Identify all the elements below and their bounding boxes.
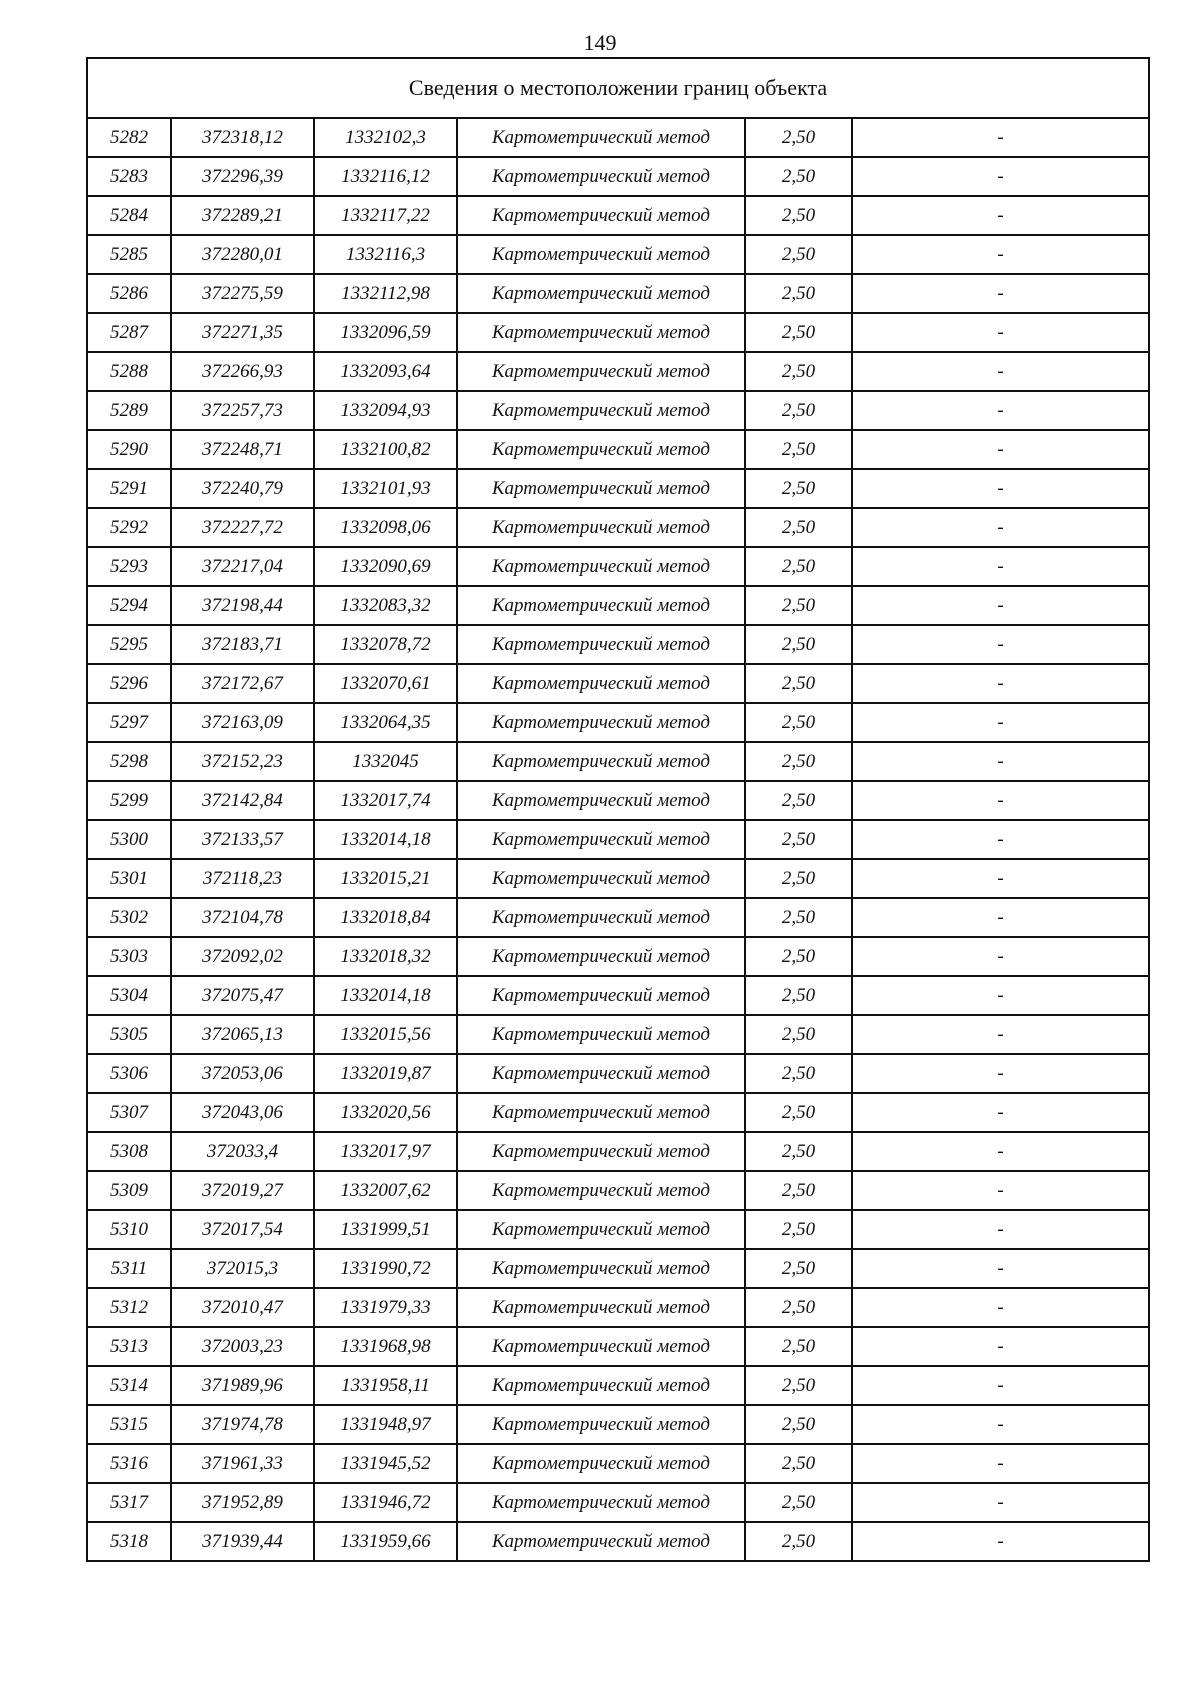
x-coordinate-cell: 371939,44	[171, 1522, 314, 1561]
description-cell: -	[852, 586, 1149, 625]
method-cell: Картометрический метод	[457, 586, 745, 625]
table-row	[87, 937, 1149, 976]
accuracy-cell: 2,50	[745, 1522, 852, 1561]
method-cell: Картометрический метод	[457, 157, 745, 196]
table-row	[87, 352, 1149, 391]
method-cell: Картометрический метод	[457, 1093, 745, 1132]
accuracy-cell: 2,50	[745, 976, 852, 1015]
table-row	[87, 1210, 1149, 1249]
accuracy-cell: 2,50	[745, 157, 852, 196]
point-number-cell: 5302	[87, 898, 171, 937]
accuracy-cell: 2,50	[745, 274, 852, 313]
x-coordinate-cell: 372280,01	[171, 235, 314, 274]
page-number: 149	[583, 30, 617, 55]
description-cell: -	[852, 118, 1149, 157]
method-cell: Картометрический метод	[457, 1249, 745, 1288]
method-cell: Картометрический метод	[457, 1483, 745, 1522]
point-number-cell: 5303	[87, 937, 171, 976]
x-coordinate-cell: 372172,67	[171, 664, 314, 703]
table-row	[87, 508, 1149, 547]
description-cell: -	[852, 391, 1149, 430]
method-cell: Картометрический метод	[457, 469, 745, 508]
y-coordinate-cell: 1332093,64	[314, 352, 457, 391]
table-row	[87, 742, 1149, 781]
method-cell: Картометрический метод	[457, 1210, 745, 1249]
table-row	[87, 430, 1149, 469]
method-cell: Картометрический метод	[457, 859, 745, 898]
x-coordinate-cell: 372266,93	[171, 352, 314, 391]
x-coordinate-cell: 372198,44	[171, 586, 314, 625]
description-cell: -	[852, 820, 1149, 859]
y-coordinate-cell: 1332094,93	[314, 391, 457, 430]
table-row	[87, 118, 1149, 157]
y-coordinate-cell: 1331999,51	[314, 1210, 457, 1249]
y-coordinate-cell: 1331958,11	[314, 1366, 457, 1405]
x-coordinate-cell: 372003,23	[171, 1327, 314, 1366]
y-coordinate-cell: 1332015,21	[314, 859, 457, 898]
table-row	[87, 1522, 1149, 1561]
accuracy-cell: 2,50	[745, 1483, 852, 1522]
point-number-cell: 5298	[87, 742, 171, 781]
method-cell: Картометрический метод	[457, 937, 745, 976]
description-cell: -	[852, 508, 1149, 547]
table-row	[87, 1444, 1149, 1483]
method-cell: Картометрический метод	[457, 1054, 745, 1093]
accuracy-cell: 2,50	[745, 313, 852, 352]
accuracy-cell: 2,50	[745, 1210, 852, 1249]
y-coordinate-cell: 1332018,84	[314, 898, 457, 937]
y-coordinate-cell: 1331948,97	[314, 1405, 457, 1444]
description-cell: -	[852, 703, 1149, 742]
x-coordinate-cell: 372065,13	[171, 1015, 314, 1054]
point-number-cell: 5317	[87, 1483, 171, 1522]
description-cell: -	[852, 937, 1149, 976]
accuracy-cell: 2,50	[745, 898, 852, 937]
description-cell: -	[852, 1210, 1149, 1249]
point-number-cell: 5297	[87, 703, 171, 742]
x-coordinate-cell: 372152,23	[171, 742, 314, 781]
method-cell: Картометрический метод	[457, 898, 745, 937]
x-coordinate-cell: 372257,73	[171, 391, 314, 430]
description-cell: -	[852, 1132, 1149, 1171]
description-cell: -	[852, 313, 1149, 352]
accuracy-cell: 2,50	[745, 235, 852, 274]
table-row	[87, 547, 1149, 586]
method-cell: Картометрический метод	[457, 820, 745, 859]
x-coordinate-cell: 372043,06	[171, 1093, 314, 1132]
y-coordinate-cell: 1331959,66	[314, 1522, 457, 1561]
x-coordinate-cell: 371989,96	[171, 1366, 314, 1405]
accuracy-cell: 2,50	[745, 859, 852, 898]
point-number-cell: 5301	[87, 859, 171, 898]
description-cell: -	[852, 274, 1149, 313]
point-number-cell: 5316	[87, 1444, 171, 1483]
point-number-cell: 5291	[87, 469, 171, 508]
point-number-cell: 5285	[87, 235, 171, 274]
table-row	[87, 157, 1149, 196]
description-cell: -	[852, 1015, 1149, 1054]
accuracy-cell: 2,50	[745, 742, 852, 781]
description-cell: -	[852, 1483, 1149, 1522]
point-number-cell: 5299	[87, 781, 171, 820]
y-coordinate-cell: 1331968,98	[314, 1327, 457, 1366]
table-title: Сведения о местоположении границ объекта	[87, 58, 1149, 118]
x-coordinate-cell: 372271,35	[171, 313, 314, 352]
method-cell: Картометрический метод	[457, 391, 745, 430]
point-number-cell: 5294	[87, 586, 171, 625]
description-cell: -	[852, 352, 1149, 391]
accuracy-cell: 2,50	[745, 703, 852, 742]
table-row	[87, 1249, 1149, 1288]
method-cell: Картометрический метод	[457, 430, 745, 469]
table-title-row	[87, 58, 1149, 118]
accuracy-cell: 2,50	[745, 1366, 852, 1405]
table-row	[87, 1405, 1149, 1444]
method-cell: Картометрический метод	[457, 1522, 745, 1561]
x-coordinate-cell: 372033,4	[171, 1132, 314, 1171]
description-cell: -	[852, 1366, 1149, 1405]
description-cell: -	[852, 196, 1149, 235]
accuracy-cell: 2,50	[745, 1015, 852, 1054]
x-coordinate-cell: 372163,09	[171, 703, 314, 742]
x-coordinate-cell: 372015,3	[171, 1249, 314, 1288]
point-number-cell: 5288	[87, 352, 171, 391]
point-number-cell: 5287	[87, 313, 171, 352]
y-coordinate-cell: 1332117,22	[314, 196, 457, 235]
table-row	[87, 391, 1149, 430]
x-coordinate-cell: 372318,12	[171, 118, 314, 157]
y-coordinate-cell: 1332064,35	[314, 703, 457, 742]
accuracy-cell: 2,50	[745, 1405, 852, 1444]
y-coordinate-cell: 1332045	[314, 742, 457, 781]
x-coordinate-cell: 372240,79	[171, 469, 314, 508]
accuracy-cell: 2,50	[745, 781, 852, 820]
table-row	[87, 586, 1149, 625]
y-coordinate-cell: 1332116,3	[314, 235, 457, 274]
table-row	[87, 313, 1149, 352]
table-row	[87, 1132, 1149, 1171]
y-coordinate-cell: 1332019,87	[314, 1054, 457, 1093]
description-cell: -	[852, 742, 1149, 781]
description-cell: -	[852, 235, 1149, 274]
method-cell: Картометрический метод	[457, 1327, 745, 1366]
description-cell: -	[852, 976, 1149, 1015]
method-cell: Картометрический метод	[457, 1132, 745, 1171]
method-cell: Картометрический метод	[457, 625, 745, 664]
accuracy-cell: 2,50	[745, 586, 852, 625]
description-cell: -	[852, 1093, 1149, 1132]
method-cell: Картометрический метод	[457, 703, 745, 742]
y-coordinate-cell: 1331979,33	[314, 1288, 457, 1327]
method-cell: Картометрический метод	[457, 742, 745, 781]
x-coordinate-cell: 372017,54	[171, 1210, 314, 1249]
table-row	[87, 235, 1149, 274]
method-cell: Картометрический метод	[457, 1366, 745, 1405]
table-row	[87, 196, 1149, 235]
accuracy-cell: 2,50	[745, 508, 852, 547]
x-coordinate-cell: 372053,06	[171, 1054, 314, 1093]
method-cell: Картометрический метод	[457, 664, 745, 703]
point-number-cell: 5305	[87, 1015, 171, 1054]
method-cell: Картометрический метод	[457, 508, 745, 547]
table-row	[87, 898, 1149, 937]
accuracy-cell: 2,50	[745, 1054, 852, 1093]
accuracy-cell: 2,50	[745, 625, 852, 664]
x-coordinate-cell: 372010,47	[171, 1288, 314, 1327]
y-coordinate-cell: 1332017,97	[314, 1132, 457, 1171]
accuracy-cell: 2,50	[745, 196, 852, 235]
point-number-cell: 5307	[87, 1093, 171, 1132]
table-row	[87, 976, 1149, 1015]
description-cell: -	[852, 1288, 1149, 1327]
point-number-cell: 5312	[87, 1288, 171, 1327]
accuracy-cell: 2,50	[745, 1132, 852, 1171]
table-row	[87, 859, 1149, 898]
description-cell: -	[852, 430, 1149, 469]
method-cell: Картометрический метод	[457, 196, 745, 235]
y-coordinate-cell: 1332015,56	[314, 1015, 457, 1054]
table-row	[87, 781, 1149, 820]
x-coordinate-cell: 372118,23	[171, 859, 314, 898]
method-cell: Картометрический метод	[457, 547, 745, 586]
method-cell: Картометрический метод	[457, 976, 745, 1015]
point-number-cell: 5313	[87, 1327, 171, 1366]
accuracy-cell: 2,50	[745, 1327, 852, 1366]
y-coordinate-cell: 1331990,72	[314, 1249, 457, 1288]
method-cell: Картометрический метод	[457, 274, 745, 313]
point-number-cell: 5315	[87, 1405, 171, 1444]
y-coordinate-cell: 1332014,18	[314, 820, 457, 859]
description-cell: -	[852, 1444, 1149, 1483]
point-number-cell: 5296	[87, 664, 171, 703]
table-row	[87, 1015, 1149, 1054]
point-number-cell: 5284	[87, 196, 171, 235]
point-number-cell: 5304	[87, 976, 171, 1015]
description-cell: -	[852, 157, 1149, 196]
table-row	[87, 820, 1149, 859]
description-cell: -	[852, 664, 1149, 703]
method-cell: Картометрический метод	[457, 1288, 745, 1327]
method-cell: Картометрический метод	[457, 352, 745, 391]
table-row	[87, 1054, 1149, 1093]
table-body	[87, 58, 1149, 1561]
y-coordinate-cell: 1332083,32	[314, 586, 457, 625]
point-number-cell: 5289	[87, 391, 171, 430]
accuracy-cell: 2,50	[745, 1444, 852, 1483]
accuracy-cell: 2,50	[745, 547, 852, 586]
method-cell: Картометрический метод	[457, 1171, 745, 1210]
y-coordinate-cell: 1332101,93	[314, 469, 457, 508]
x-coordinate-cell: 372142,84	[171, 781, 314, 820]
y-coordinate-cell: 1332070,61	[314, 664, 457, 703]
y-coordinate-cell: 1332112,98	[314, 274, 457, 313]
y-coordinate-cell: 1332116,12	[314, 157, 457, 196]
point-number-cell: 5314	[87, 1366, 171, 1405]
point-number-cell: 5293	[87, 547, 171, 586]
table-row	[87, 1483, 1149, 1522]
y-coordinate-cell: 1332018,32	[314, 937, 457, 976]
table-row	[87, 469, 1149, 508]
description-cell: -	[852, 1171, 1149, 1210]
y-coordinate-cell: 1332020,56	[314, 1093, 457, 1132]
description-cell: -	[852, 625, 1149, 664]
y-coordinate-cell: 1331945,52	[314, 1444, 457, 1483]
x-coordinate-cell: 372275,59	[171, 274, 314, 313]
x-coordinate-cell: 372133,57	[171, 820, 314, 859]
y-coordinate-cell: 1332102,3	[314, 118, 457, 157]
x-coordinate-cell: 372227,72	[171, 508, 314, 547]
description-cell: -	[852, 1054, 1149, 1093]
method-cell: Картометрический метод	[457, 235, 745, 274]
x-coordinate-cell: 372248,71	[171, 430, 314, 469]
x-coordinate-cell: 371952,89	[171, 1483, 314, 1522]
table-row	[87, 703, 1149, 742]
point-number-cell: 5306	[87, 1054, 171, 1093]
description-cell: -	[852, 547, 1149, 586]
table-row	[87, 1171, 1149, 1210]
accuracy-cell: 2,50	[745, 469, 852, 508]
accuracy-cell: 2,50	[745, 352, 852, 391]
point-number-cell: 5290	[87, 430, 171, 469]
description-cell: -	[852, 469, 1149, 508]
description-cell: -	[852, 1405, 1149, 1444]
x-coordinate-cell: 372104,78	[171, 898, 314, 937]
y-coordinate-cell: 1332090,69	[314, 547, 457, 586]
point-number-cell: 5310	[87, 1210, 171, 1249]
point-number-cell: 5283	[87, 157, 171, 196]
table-row	[87, 1093, 1149, 1132]
y-coordinate-cell: 1331946,72	[314, 1483, 457, 1522]
y-coordinate-cell: 1332017,74	[314, 781, 457, 820]
table-row	[87, 625, 1149, 664]
point-number-cell: 5309	[87, 1171, 171, 1210]
accuracy-cell: 2,50	[745, 430, 852, 469]
accuracy-cell: 2,50	[745, 118, 852, 157]
table-row	[87, 664, 1149, 703]
accuracy-cell: 2,50	[745, 937, 852, 976]
x-coordinate-cell: 372019,27	[171, 1171, 314, 1210]
method-cell: Картометрический метод	[457, 1444, 745, 1483]
y-coordinate-cell: 1332014,18	[314, 976, 457, 1015]
x-coordinate-cell: 372296,39	[171, 157, 314, 196]
method-cell: Картометрический метод	[457, 313, 745, 352]
table-row	[87, 274, 1149, 313]
point-number-cell: 5292	[87, 508, 171, 547]
x-coordinate-cell: 372183,71	[171, 625, 314, 664]
description-cell: -	[852, 898, 1149, 937]
accuracy-cell: 2,50	[745, 820, 852, 859]
accuracy-cell: 2,50	[745, 1171, 852, 1210]
x-coordinate-cell: 371974,78	[171, 1405, 314, 1444]
accuracy-cell: 2,50	[745, 664, 852, 703]
point-number-cell: 5300	[87, 820, 171, 859]
description-cell: -	[852, 781, 1149, 820]
x-coordinate-cell: 372092,02	[171, 937, 314, 976]
accuracy-cell: 2,50	[745, 391, 852, 430]
point-number-cell: 5311	[87, 1249, 171, 1288]
accuracy-cell: 2,50	[745, 1288, 852, 1327]
method-cell: Картометрический метод	[457, 781, 745, 820]
point-number-cell: 5286	[87, 274, 171, 313]
accuracy-cell: 2,50	[745, 1249, 852, 1288]
description-cell: -	[852, 1327, 1149, 1366]
y-coordinate-cell: 1332096,59	[314, 313, 457, 352]
point-number-cell: 5308	[87, 1132, 171, 1171]
description-cell: -	[852, 1249, 1149, 1288]
x-coordinate-cell: 371961,33	[171, 1444, 314, 1483]
x-coordinate-cell: 372217,04	[171, 547, 314, 586]
accuracy-cell: 2,50	[745, 1093, 852, 1132]
x-coordinate-cell: 372289,21	[171, 196, 314, 235]
point-number-cell: 5318	[87, 1522, 171, 1561]
y-coordinate-cell: 1332100,82	[314, 430, 457, 469]
table-row	[87, 1288, 1149, 1327]
y-coordinate-cell: 1332098,06	[314, 508, 457, 547]
y-coordinate-cell: 1332007,62	[314, 1171, 457, 1210]
description-cell: -	[852, 859, 1149, 898]
x-coordinate-cell: 372075,47	[171, 976, 314, 1015]
y-coordinate-cell: 1332078,72	[314, 625, 457, 664]
point-number-cell: 5282	[87, 118, 171, 157]
boundary-coordinates-table	[86, 57, 1150, 1562]
point-number-cell: 5295	[87, 625, 171, 664]
method-cell: Картометрический метод	[457, 1015, 745, 1054]
table-row	[87, 1327, 1149, 1366]
method-cell: Картометрический метод	[457, 1405, 745, 1444]
description-cell: -	[852, 1522, 1149, 1561]
method-cell: Картометрический метод	[457, 118, 745, 157]
table-row	[87, 1366, 1149, 1405]
